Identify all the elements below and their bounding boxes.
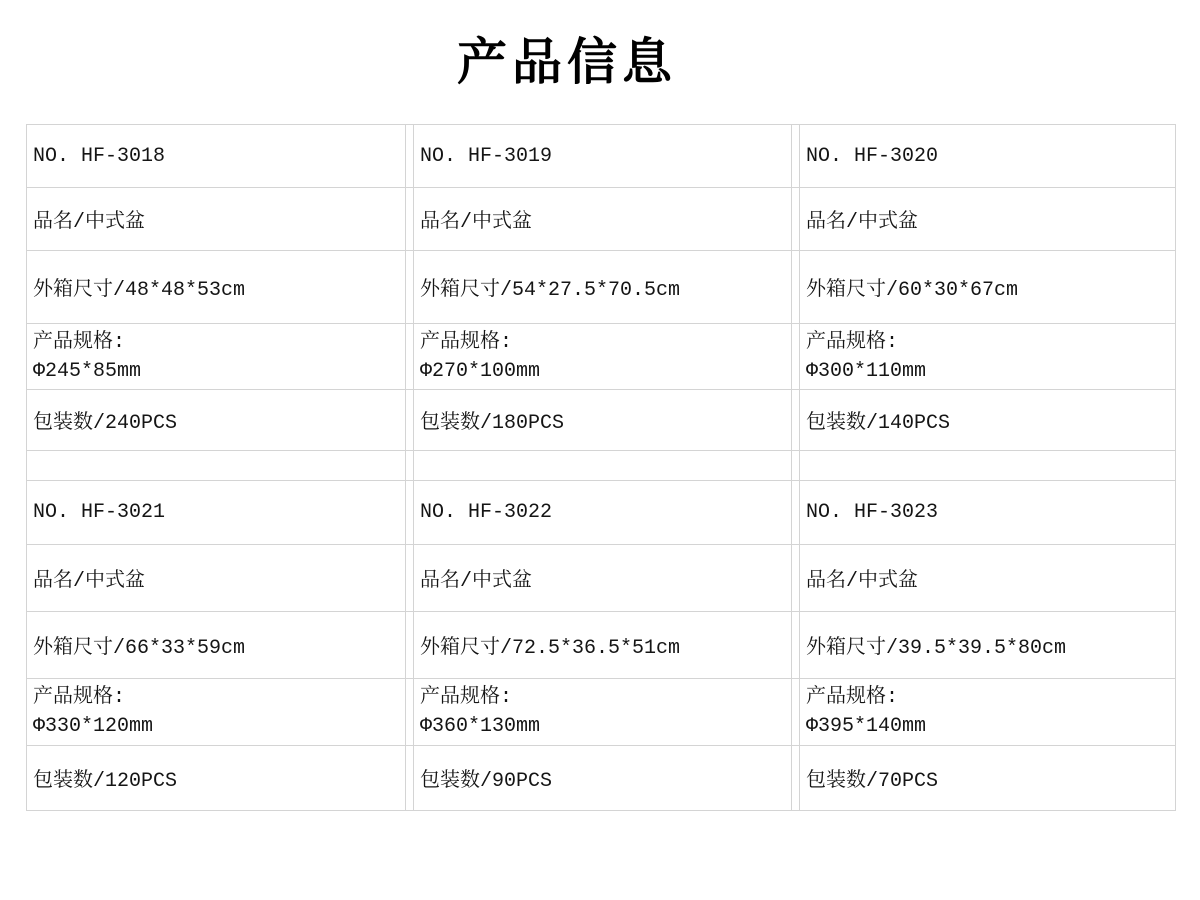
cell-box-size: 外箱尺寸/48*48*53cm — [27, 251, 406, 324]
spec-value-line: Φ270*100mm — [420, 359, 541, 383]
spec-value-line: Φ330*120mm — [33, 715, 154, 738]
cell-product-no: NO. HF-3023 — [800, 481, 1176, 545]
row-product-name — [27, 545, 1176, 612]
cell-product-name: 品名/中式盆 — [800, 545, 1176, 612]
column-spacer — [792, 679, 800, 746]
spec-label-line: 产品规格: — [420, 330, 513, 354]
spec-label-line: 产品规格: — [806, 686, 899, 709]
row-product-spec — [27, 679, 1176, 746]
page-title: 产品信息 — [457, 34, 677, 90]
cell-product-no: NO. HF-3018 — [27, 125, 406, 188]
column-spacer — [792, 188, 800, 251]
cell-product-no: NO. HF-3019 — [414, 125, 792, 188]
column-spacer — [792, 612, 800, 679]
cell-packing-qty: 包装数/140PCS — [800, 390, 1176, 451]
column-spacer — [406, 481, 414, 545]
spec-label-line: 产品规格: — [806, 330, 899, 354]
cell-product-spec — [414, 324, 792, 390]
cell-box-size: 外箱尺寸/39.5*39.5*80cm — [800, 612, 1176, 679]
spacer-cell — [800, 451, 1176, 481]
cell-product-spec — [27, 324, 406, 390]
column-spacer — [792, 746, 800, 811]
spec-value-line: Φ395*140mm — [806, 715, 927, 738]
cell-product-no: NO. HF-3020 — [800, 125, 1176, 188]
cell-packing-qty: 包装数/90PCS — [414, 746, 792, 811]
cell-product-name: 品名/中式盆 — [27, 545, 406, 612]
cell-box-size: 外箱尺寸/54*27.5*70.5cm — [414, 251, 792, 324]
column-spacer — [406, 545, 414, 612]
row-product-name — [27, 188, 1176, 251]
spec-value-line: Φ245*85mm — [33, 359, 142, 383]
spacer-cell — [414, 451, 792, 481]
spec-value-line: Φ300*110mm — [806, 359, 927, 383]
column-spacer — [406, 251, 414, 324]
column-spacer — [792, 251, 800, 324]
cell-box-size: 外箱尺寸/66*33*59cm — [27, 612, 406, 679]
column-spacer — [792, 545, 800, 612]
cell-product-no: NO. HF-3022 — [414, 481, 792, 545]
column-spacer — [406, 612, 414, 679]
cell-product-spec — [800, 679, 1176, 746]
spec-label-line: 产品规格: — [33, 686, 126, 709]
cell-box-size: 外箱尺寸/60*30*67cm — [800, 251, 1176, 324]
column-spacer — [792, 125, 800, 188]
cell-packing-qty: 包装数/180PCS — [414, 390, 792, 451]
row-box-size — [27, 251, 1176, 324]
cell-product-spec — [27, 679, 406, 746]
spec-value-line: Φ360*130mm — [420, 715, 541, 738]
row-product-spec — [27, 324, 1176, 390]
cell-product-spec — [800, 324, 1176, 390]
row-spacer — [27, 451, 1176, 481]
product-table — [26, 124, 1176, 811]
cell-product-no: NO. HF-3021 — [27, 481, 406, 545]
column-spacer — [406, 125, 414, 188]
cell-packing-qty: 包装数/120PCS — [27, 746, 406, 811]
cell-product-name: 品名/中式盆 — [414, 545, 792, 612]
row-packing-qty — [27, 390, 1176, 451]
spacer-cell — [27, 451, 406, 481]
column-spacer — [406, 324, 414, 390]
cell-product-name: 品名/中式盆 — [27, 188, 406, 251]
column-spacer — [406, 188, 414, 251]
column-spacer — [792, 324, 800, 390]
column-spacer — [792, 481, 800, 545]
cell-box-size: 外箱尺寸/72.5*36.5*51cm — [414, 612, 792, 679]
cell-packing-qty: 包装数/70PCS — [800, 746, 1176, 811]
cell-product-name: 品名/中式盆 — [414, 188, 792, 251]
row-product-no — [27, 125, 1176, 188]
column-spacer — [406, 746, 414, 811]
column-spacer — [406, 679, 414, 746]
spec-label-line: 产品规格: — [33, 330, 126, 354]
cell-product-name: 品名/中式盆 — [800, 188, 1176, 251]
row-box-size — [27, 612, 1176, 679]
column-spacer — [406, 390, 414, 451]
spacer-cell — [406, 451, 414, 481]
cell-packing-qty: 包装数/240PCS — [27, 390, 406, 451]
row-product-no — [27, 481, 1176, 545]
spec-label-line: 产品规格: — [420, 686, 513, 709]
row-packing-qty — [27, 746, 1176, 811]
column-spacer — [792, 390, 800, 451]
spacer-cell — [792, 451, 800, 481]
cell-product-spec — [414, 679, 792, 746]
